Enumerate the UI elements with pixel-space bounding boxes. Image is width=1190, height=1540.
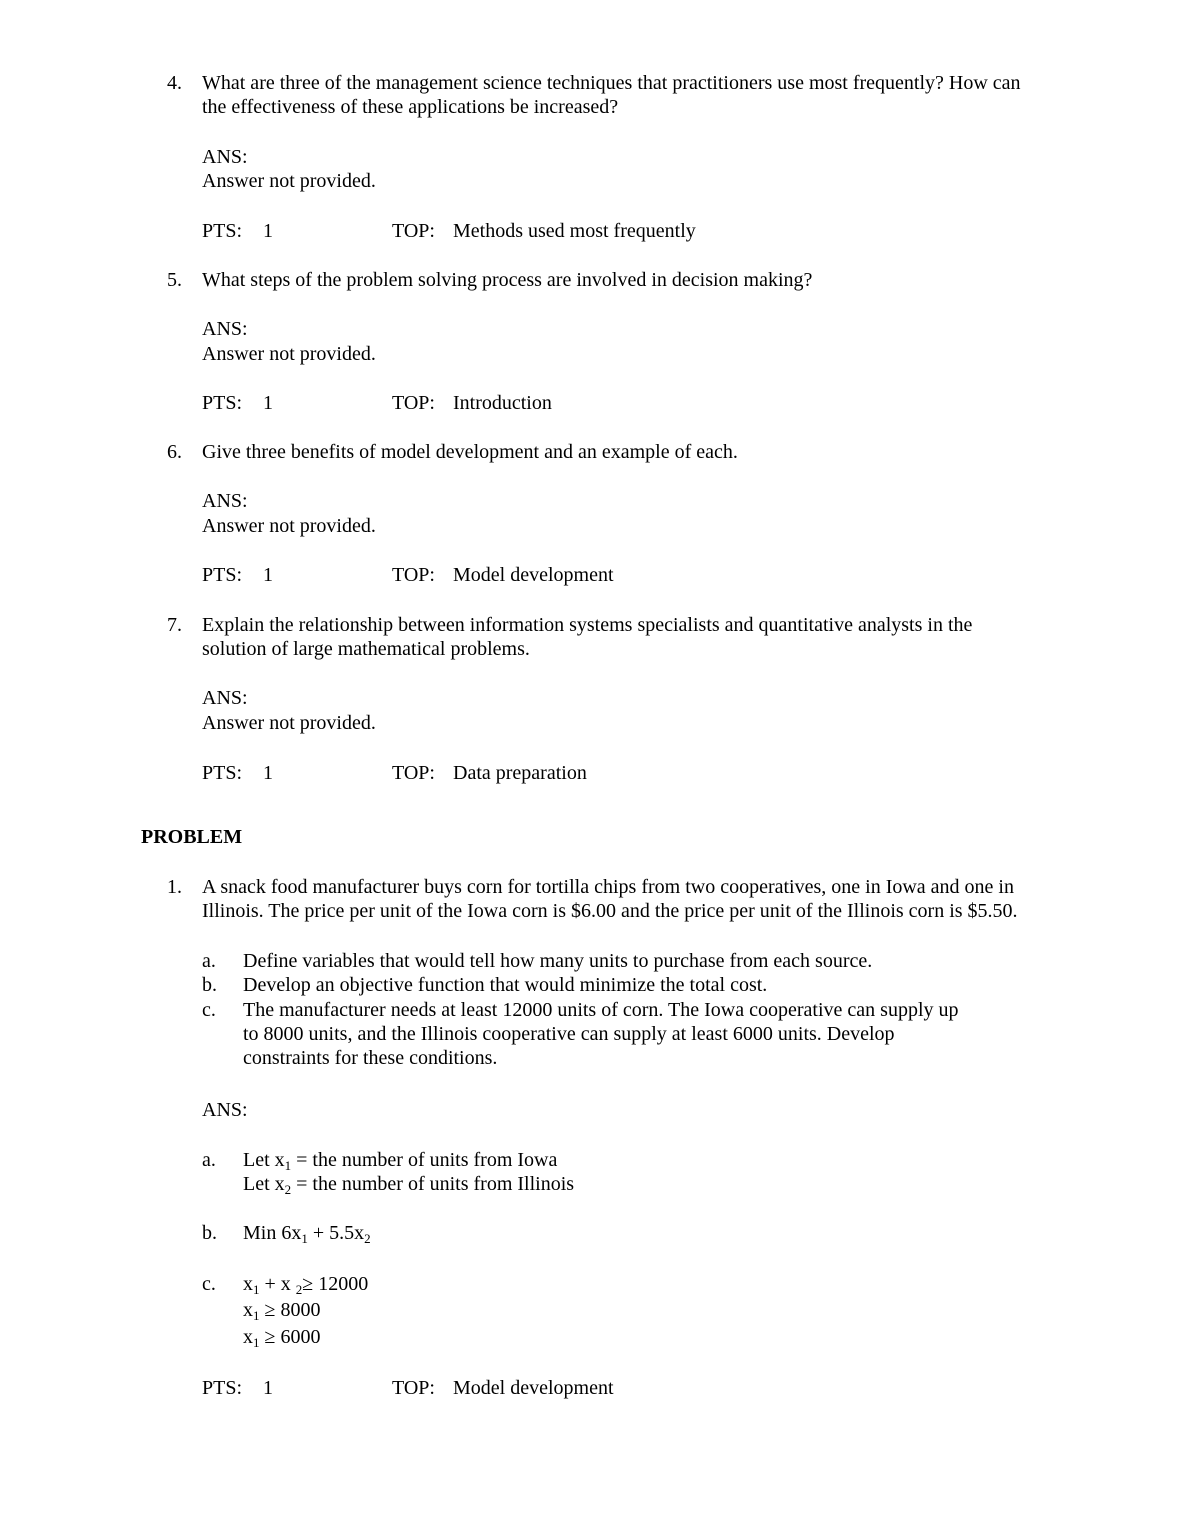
- question-number: 7.: [167, 614, 182, 636]
- math-subscript: 1: [284, 1158, 292, 1173]
- math-subscript: 2: [295, 1282, 303, 1297]
- pts-value: 1: [263, 1377, 273, 1399]
- section-heading: PROBLEM: [141, 826, 243, 848]
- topic-value: Methods used most frequently: [453, 220, 696, 242]
- math-text: ≥ 12000: [302, 1273, 369, 1295]
- topic-value: Data preparation: [453, 762, 587, 784]
- question-text-line: the effectiveness of these applications be increased?: [202, 96, 619, 118]
- constraint: [243, 1325, 320, 1349]
- part-text-line: Develop an objective function that would minimize the total cost.: [243, 974, 768, 996]
- question-text-line: A snack food manufacturer buys corn for tortilla chips from two cooperatives, one in Iowa and one in: [202, 876, 1014, 898]
- math-text: Min 6x: [243, 1222, 302, 1244]
- part-letter: a.: [202, 950, 216, 972]
- pts-value: 1: [263, 392, 273, 414]
- topic-value: Model development: [453, 1377, 614, 1399]
- variable-definition: [243, 1148, 557, 1172]
- math-text: x: [243, 1273, 253, 1295]
- pts-label: PTS:: [202, 1377, 243, 1399]
- top-label: TOP:: [392, 392, 435, 414]
- math-text: = the number of units from Illinois: [291, 1173, 575, 1195]
- ans-label: ANS:: [202, 146, 248, 168]
- math-text: ≥ 8000: [259, 1299, 321, 1321]
- part-text-line: Define variables that would tell how many units to purchase from each source.: [243, 950, 873, 972]
- pts-label: PTS:: [202, 392, 243, 414]
- ans-label: ANS:: [202, 318, 248, 340]
- constraint: [243, 1272, 368, 1296]
- part-letter: b.: [202, 974, 217, 996]
- math-subscript: 2: [284, 1182, 292, 1197]
- question-text-line: Give three benefits of model development and an example of each.: [202, 441, 738, 463]
- top-label: TOP:: [392, 220, 435, 242]
- question-text-line: Illinois. The price per unit of the Iowa corn is $6.00 and the price per unit of the Illinois corn is $5.50.: [202, 900, 1018, 922]
- math-text: Let x: [243, 1173, 285, 1195]
- math-subscript: 1: [253, 1282, 260, 1297]
- pts-label: PTS:: [202, 762, 243, 784]
- answer-letter: c.: [202, 1273, 216, 1295]
- ans-label: ANS:: [202, 1099, 248, 1121]
- top-label: TOP:: [392, 762, 435, 784]
- pts-value: 1: [263, 564, 273, 586]
- math-text: x: [243, 1299, 253, 1321]
- math-subscript: 2: [364, 1231, 371, 1246]
- top-label: TOP:: [392, 564, 435, 586]
- answer-text: Answer not provided.: [202, 515, 376, 537]
- question-text-line: What are three of the management science techniques that practitioners use most frequently? How can: [202, 72, 1021, 94]
- variable-definition: [243, 1172, 574, 1196]
- math-text: x: [243, 1326, 253, 1348]
- part-letter: c.: [202, 999, 216, 1021]
- question-text-line: Explain the relationship between information systems specialists and quantitative analysts in the: [202, 614, 973, 636]
- part-text-line: to 8000 units, and the Illinois cooperative can supply at least 6000 units. Develop: [243, 1023, 895, 1045]
- pts-label: PTS:: [202, 564, 243, 586]
- math-text: ≥ 6000: [259, 1326, 321, 1348]
- part-text-line: constraints for these conditions.: [243, 1047, 498, 1069]
- math-subscript: 1: [253, 1335, 260, 1350]
- question-text-line: solution of large mathematical problems.: [202, 638, 530, 660]
- math-subscript: 1: [253, 1308, 260, 1323]
- pts-value: 1: [263, 762, 273, 784]
- question-text-line: What steps of the problem solving process are involved in decision making?: [202, 269, 813, 291]
- math-subscript: 1: [301, 1231, 308, 1246]
- topic-value: Model development: [453, 564, 614, 586]
- ans-label: ANS:: [202, 687, 248, 709]
- objective-function: [243, 1221, 371, 1245]
- constraint: [243, 1298, 320, 1322]
- pts-label: PTS:: [202, 220, 243, 242]
- answer-text: Answer not provided.: [202, 712, 376, 734]
- part-text-line: The manufacturer needs at least 12000 units of corn. The Iowa cooperative can supply up: [243, 999, 959, 1021]
- question-number: 5.: [167, 269, 182, 291]
- math-text: + 5.5x: [307, 1222, 365, 1244]
- topic-value: Introduction: [453, 392, 552, 414]
- answer-text: Answer not provided.: [202, 343, 376, 365]
- pts-value: 1: [263, 220, 273, 242]
- ans-label: ANS:: [202, 490, 248, 512]
- math-text: Let x: [243, 1149, 285, 1171]
- question-number: 1.: [167, 876, 182, 898]
- math-text: + x: [259, 1273, 296, 1295]
- answer-letter: b.: [202, 1222, 217, 1244]
- question-number: 6.: [167, 441, 182, 463]
- question-number: 4.: [167, 72, 182, 94]
- top-label: TOP:: [392, 1377, 435, 1399]
- answer-text: Answer not provided.: [202, 170, 376, 192]
- math-text: = the number of units from Iowa: [291, 1149, 558, 1171]
- answer-letter: a.: [202, 1149, 216, 1171]
